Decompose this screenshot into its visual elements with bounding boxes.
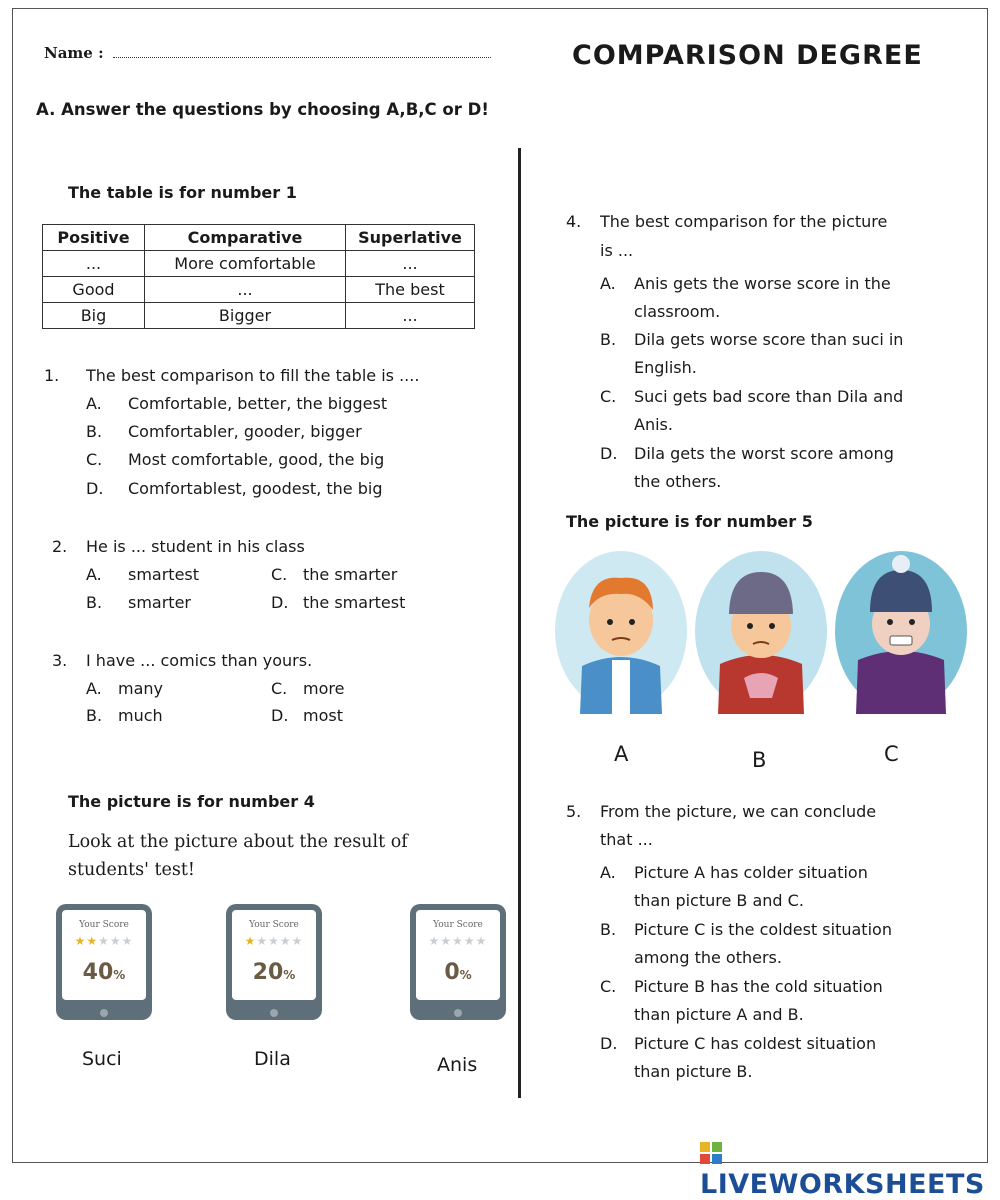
q3-option-c[interactable] [271, 679, 344, 698]
pompom [892, 555, 910, 573]
option-letter: D. [271, 706, 289, 725]
option-letter: A. [86, 679, 102, 698]
picture-label-c: C [884, 742, 899, 766]
student-name-dila: Dila [254, 1048, 291, 1070]
option-letter: D. [600, 444, 618, 463]
option-text: Comfortabler, gooder, bigger [128, 422, 362, 441]
eye [607, 619, 613, 625]
q3-option-b[interactable] [86, 706, 163, 725]
question-text: He is ... student in his class [86, 537, 305, 556]
star-icon: ★ [98, 934, 110, 948]
table-cell: The best [346, 277, 475, 303]
option-text-line-1: Anis gets the worse score in the [634, 274, 891, 293]
option-text: the smartest [303, 593, 406, 612]
q2-option-c[interactable] [271, 565, 397, 584]
question-number: 4. [566, 212, 582, 231]
score-number: 20 [252, 960, 284, 985]
option-text: Comfortable, better, the biggest [128, 394, 388, 413]
star-icon: ★ [452, 934, 464, 948]
picture-4-intro-line-2: students' test! [68, 860, 195, 880]
star-icon: ★ [74, 934, 87, 948]
option-text-line-1: Picture C is the coldest situation [634, 920, 892, 939]
option-letter: A. [600, 274, 616, 293]
score-label: Your Score [79, 920, 129, 930]
option-text: smartest [128, 565, 200, 584]
score-unit: % [459, 968, 472, 982]
eye [769, 623, 775, 629]
table-cell: Big [43, 303, 145, 329]
question-text: The best comparison to fill the table is .... [86, 366, 420, 385]
comparison-table [42, 224, 475, 329]
table-row [43, 277, 475, 303]
option-text-line-2: classroom. [634, 302, 721, 321]
picture-label-b: B [752, 748, 767, 772]
score-tablet-dila [226, 904, 322, 1020]
score-tablet-suci [56, 904, 152, 1020]
score-label: Your Score [433, 920, 483, 930]
option-text-line-1: Dila gets worse score than suci in [634, 330, 904, 349]
q1-option-b[interactable] [86, 422, 362, 441]
star-icon: ★ [475, 934, 488, 948]
question-text-line-1: The best comparison for the picture [600, 212, 888, 231]
score-value [232, 960, 316, 985]
option-text-line-1: Dila gets the worst score among [634, 444, 894, 463]
option-letter: D. [86, 479, 104, 498]
table-cell: ... [43, 251, 145, 277]
star-rating [62, 934, 146, 948]
q5-option-b[interactable] [600, 916, 892, 972]
logo-grid-icon [700, 1142, 722, 1164]
q3-option-d[interactable] [271, 706, 343, 725]
score-unit: % [283, 968, 296, 982]
q2-option-a[interactable] [86, 565, 199, 584]
option-text-line-2: Anis. [634, 415, 673, 434]
chattering-teeth [890, 636, 912, 645]
score-unit: % [113, 968, 126, 982]
star-icon: ★ [428, 934, 441, 948]
option-letter: D. [600, 1034, 618, 1053]
eye [909, 619, 915, 625]
home-button [270, 1009, 278, 1017]
q1-option-a[interactable] [86, 394, 387, 413]
boy-picture-c [832, 548, 970, 714]
option-text-line-2: the others. [634, 472, 722, 491]
q5-option-d[interactable] [600, 1030, 876, 1086]
table-cell: More comfortable [145, 251, 346, 277]
option-text-line-1: Picture C has coldest situation [634, 1034, 877, 1053]
option-text-line-1: Picture A has colder situation [634, 863, 868, 882]
option-text: Most comfortable, good, the big [128, 450, 385, 469]
q4-option-b[interactable] [600, 326, 903, 382]
option-letter: B. [86, 422, 103, 441]
option-letter: C. [600, 977, 617, 996]
star-icon: ★ [463, 934, 476, 948]
question-text-line-1: From the picture, we can conclude [600, 802, 877, 821]
question-number: 2. [52, 537, 68, 556]
q4-option-a[interactable] [600, 270, 891, 326]
option-letter: B. [86, 593, 103, 612]
option-text-line-2: among the others. [634, 948, 782, 967]
option-letter: C. [271, 679, 288, 698]
star-icon: ★ [291, 934, 304, 948]
option-text: smarter [128, 593, 191, 612]
table-header-row [43, 225, 475, 251]
score-value [62, 960, 146, 985]
home-button [454, 1009, 462, 1017]
table-heading: The table is for number 1 [68, 183, 297, 202]
star-rating [232, 934, 316, 948]
score-number: 0 [444, 960, 460, 985]
name-field [44, 44, 491, 62]
question-2 [52, 537, 305, 556]
student-name-anis: Anis [437, 1054, 478, 1076]
boy-picture-b [692, 548, 830, 714]
tablet-screen [416, 910, 500, 1000]
table-header-cell: Comparative [145, 225, 346, 251]
column-divider [518, 148, 521, 1098]
table-row [43, 251, 475, 277]
score-value [416, 960, 500, 985]
q1-option-c[interactable] [86, 450, 384, 469]
score-label: Your Score [249, 920, 299, 930]
option-text-line-2: English. [634, 358, 697, 377]
liveworksheets-logo[interactable] [700, 1138, 1000, 1200]
q2-option-b[interactable] [86, 593, 191, 612]
q4-option-c[interactable] [600, 383, 903, 439]
option-text-line-1: Suci gets bad score than Dila and [634, 387, 904, 406]
picture-label-a: A [614, 742, 629, 766]
star-icon: ★ [268, 934, 280, 948]
option-letter: A. [600, 863, 616, 882]
q5-option-c[interactable] [600, 973, 883, 1029]
question-3 [52, 651, 312, 670]
q3-option-a[interactable] [86, 679, 163, 698]
option-letter: B. [86, 706, 103, 725]
table-cell: ... [346, 251, 475, 277]
star-icon: ★ [256, 934, 269, 948]
option-letter: B. [600, 330, 617, 349]
option-letter: D. [271, 593, 289, 612]
option-text: much [118, 706, 163, 725]
q4-option-d[interactable] [600, 440, 894, 496]
score-number: 40 [82, 960, 114, 985]
name-blank-line[interactable] [113, 45, 491, 58]
star-icon: ★ [440, 934, 453, 948]
picture-4-heading: The picture is for number 4 [68, 792, 315, 811]
question-text-line-2: that ... [600, 830, 653, 849]
q1-option-d[interactable] [86, 479, 382, 498]
eye [747, 623, 753, 629]
option-text: more [303, 679, 345, 698]
student-name-suci: Suci [82, 1048, 122, 1070]
table-cell: Bigger [145, 303, 346, 329]
question-4 [566, 212, 887, 231]
question-5 [566, 802, 876, 821]
section-instruction: A. Answer the questions by choosing A,B,C or D! [36, 100, 489, 119]
tablet-screen [232, 910, 316, 1000]
star-icon: ★ [109, 934, 122, 948]
option-text-line-1: Picture B has the cold situation [634, 977, 883, 996]
question-number: 5. [566, 802, 582, 821]
star-icon: ★ [121, 934, 134, 948]
option-text: Comfortablest, goodest, the big [128, 479, 383, 498]
page-title: COMPARISON DEGREE [572, 40, 923, 71]
table-header-cell: Positive [43, 225, 145, 251]
score-tablet-anis [410, 904, 506, 1020]
option-text-line-2: than picture A and B. [634, 1005, 804, 1024]
picture-5-heading: The picture is for number 5 [566, 512, 813, 531]
star-rating [416, 934, 500, 948]
question-number: 3. [52, 651, 68, 670]
mittens [744, 673, 778, 698]
eye [887, 619, 893, 625]
eye [629, 619, 635, 625]
question-number: 1. [44, 366, 60, 385]
logo-text: LIVEWORKSHEETS [700, 1169, 985, 1200]
option-text: most [303, 706, 343, 725]
tablet-screen [62, 910, 146, 1000]
option-text: the smarter [303, 565, 398, 584]
option-letter: C. [86, 450, 103, 469]
table-header-cell: Superlative [346, 225, 475, 251]
picture-4-intro-line-1: Look at the picture about the result of [68, 832, 408, 852]
white-shirt [612, 660, 630, 714]
option-letter: A. [86, 394, 102, 413]
q2-option-d[interactable] [271, 593, 405, 612]
question-1 [44, 366, 419, 385]
star-icon: ★ [279, 934, 292, 948]
table-cell: ... [145, 277, 346, 303]
option-text: many [118, 679, 163, 698]
option-letter: C. [271, 565, 288, 584]
option-text-line-2: than picture B. [634, 1062, 753, 1081]
name-label: Name : [44, 44, 104, 62]
question-text: I have ... comics than yours. [86, 651, 313, 670]
home-button [100, 1009, 108, 1017]
boy-picture-a [552, 548, 690, 714]
table-cell: ... [346, 303, 475, 329]
question-text-line-2: is ... [600, 241, 634, 260]
option-letter: A. [86, 565, 102, 584]
star-icon: ★ [244, 934, 257, 948]
table-row [43, 303, 475, 329]
option-text-line-2: than picture B and C. [634, 891, 804, 910]
star-icon: ★ [86, 934, 99, 948]
q5-option-a[interactable] [600, 859, 868, 915]
table-cell: Good [43, 277, 145, 303]
purple-jacket [856, 651, 946, 714]
option-letter: C. [600, 387, 617, 406]
option-letter: B. [600, 920, 617, 939]
